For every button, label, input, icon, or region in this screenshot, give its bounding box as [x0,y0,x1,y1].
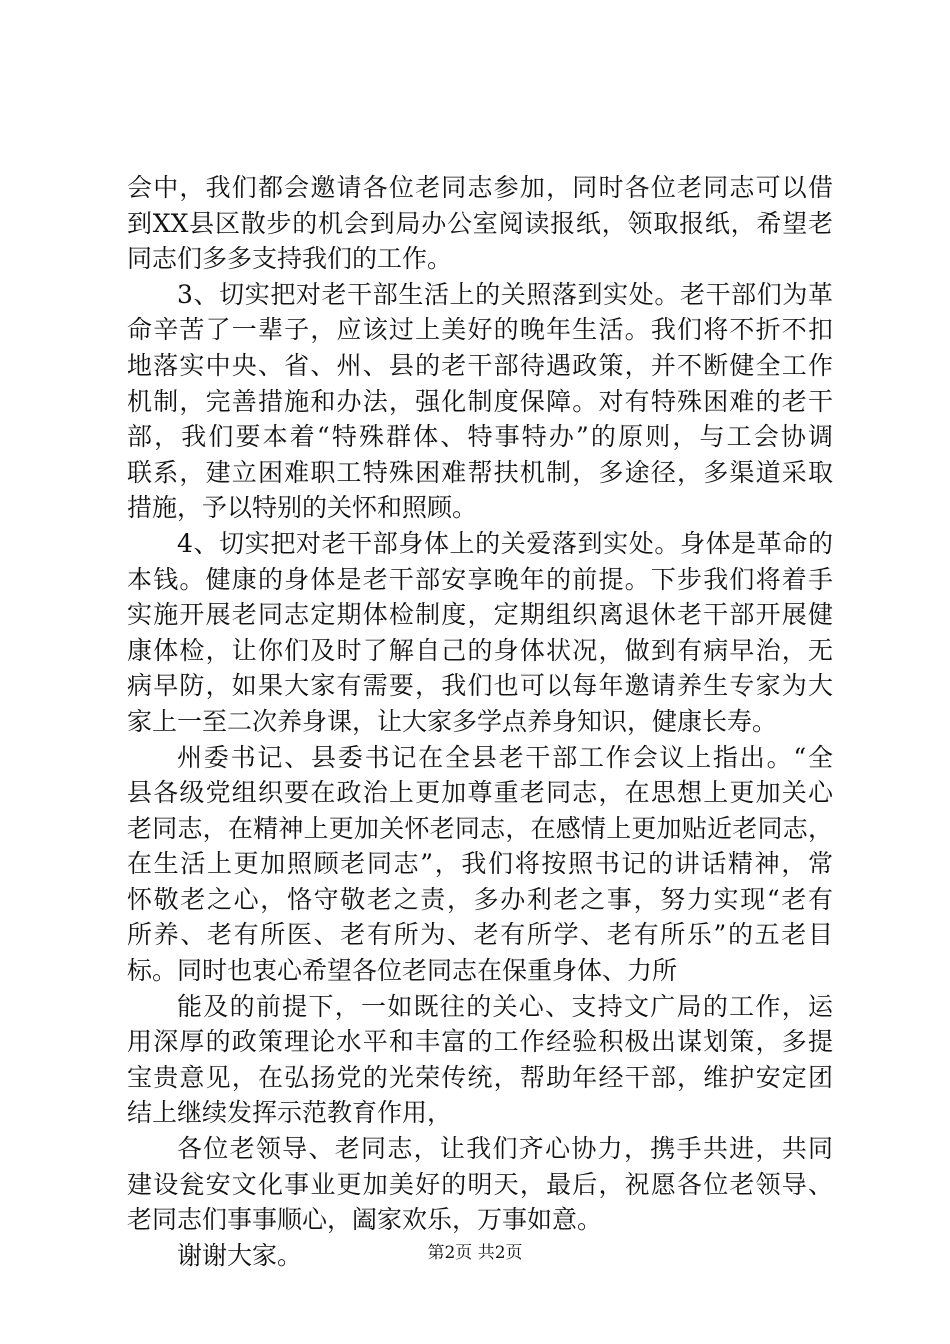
text-line: 地落实中央、省、州、县的老干部待遇政策，并不断健全工作 [127,350,833,380]
text-line: 家上一至二次养身课，让大家多学点养身知识，健康长寿。 [127,706,778,736]
text-line: 会中，我们都会邀请各位老同志参加，同时各位老同志可以借 [127,173,833,202]
text-line: 病早防，如果大家有需要，我们也可以每年邀请养生专家为大 [127,671,833,701]
text-line: 联系，建立困难职工特殊困难帮扶机制，多途径，多渠道采取 [127,457,833,487]
text-line: 标。同时也衷心希望各位老同志在保重身体、力所 [127,956,678,986]
closing-line: 谢谢大家。 [177,1240,303,1270]
text-line: 县各级党组织要在政治上更加尊重老同志，在思想上更加关心 [127,778,833,808]
text-line: 措施，予以特别的关怀和照顾。 [127,493,478,523]
paragraph-start-line: 州委书记、县委书记在全县老干部工作会议上指出。“全 [177,742,833,772]
page-footer [0,1243,950,1263]
text-line: 到XX县区散步的机会到局办公室阅读报纸，领取报纸，希望老 [127,208,833,238]
text-line: 建设瓮安文化事业更加美好的明天，最后，祝愿各位老领导、 [127,1169,833,1199]
text-line: 康体检，让你们及时了解自己的身体状况，做到有病早治，无 [127,635,833,665]
document-body [127,170,833,1273]
text-line: 老同志，在精神上更加关怀老同志，在感情上更加贴近老同志， [127,813,833,843]
paragraph-start-line: 3、切实把对老干部生活上的关照落到实处。老干部们为革 [177,279,833,309]
text-line: 机制，完善措施和办法，强化制度保障。对有特殊困难的老干 [127,386,833,416]
text-line: 老同志们事事顺心，阖家欢乐，万事如意。 [127,1205,603,1235]
paragraph-start-line: 各位老领导、老同志，让我们齐心协力，携手共进，共同 [177,1134,833,1164]
text-line: 宝贵意见，在弘扬党的光荣传统，帮助年经干部，维护安定团 [127,1062,833,1092]
text-line: 部，我们要本着“特殊群体、特事特办”的原则，与工会协调 [127,422,833,452]
paragraph-start-line: 4、切实把对老干部身体上的关爱落到实处。身体是革命的 [177,528,833,558]
text-line: 用深厚的政策理论水平和丰富的工作经验积极出谋划策，多提 [127,1027,833,1057]
page-number: 第2页 共2页 [427,1243,523,1263]
text-line: 结上继续发挥示范教育作用， [127,1098,453,1128]
text-line: 本钱。健康的身体是老干部安享晚年的前提。下步我们将着手 [127,564,833,594]
text-line: 怀敬老之心，恪守敬老之责，多办利老之事，努力实现“老有 [127,884,833,914]
text-line: 命辛苦了一辈子，应该过上美好的晚年生活。我们将不折不扣 [127,315,833,345]
paragraph-start-line: 能及的前提下，一如既往的关心、支持文广局的工作，运 [177,991,833,1021]
text-line: 同志们多多支持我们的工作。 [127,244,453,274]
text-line: 在生活上更加照顾老同志”，我们将按照书记的讲话精神，常 [127,849,833,879]
text-line: 实施开展老同志定期体检制度，定期组织离退休老干部开展健 [127,600,833,630]
text-line: 所养、老有所医、老有所为、老有所学、老有所乐”的五老目 [127,920,833,950]
